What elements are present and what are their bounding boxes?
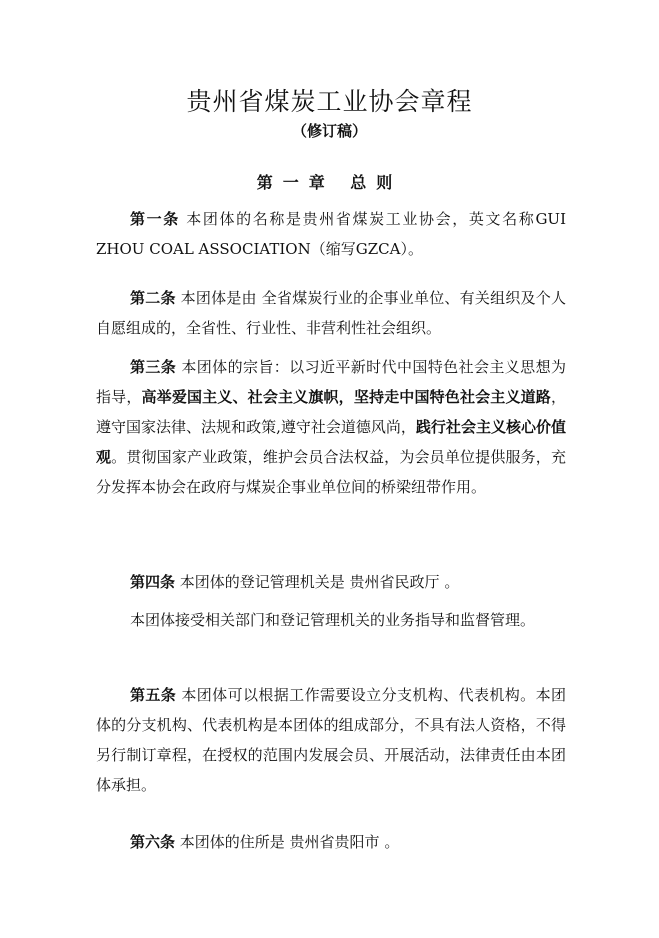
article-3 — [96, 352, 566, 502]
article-3-label: 第三条 — [130, 358, 177, 376]
article-1-text: 本团体的名称是贵州省煤炭工业协会，英文名称GUI ZHOU COAL ASSOCIATION（缩写GZCA）。 — [96, 210, 566, 258]
article-4-para2-text: 本团体接受相关部门和登记管理机关的业务指导和监督管理。 — [130, 611, 536, 629]
article-5 — [96, 680, 566, 800]
article-1 — [96, 204, 566, 264]
article-4 — [96, 567, 566, 597]
article-3-emphasis-a: 高举爱国主义、社会主义旗帜，坚持走中国特色社会主义道路 — [141, 388, 551, 406]
article-5-text: 本团体可以根据工作需要设立分支机构、代表机构。本团体的分支机构、代表机构是本团体的组成部分，不具有法人资格，不得另行制订章程，在授权的范围内发展会员、开展活动，法律责任由本团体承担。 — [96, 686, 566, 794]
chapter-heading: 第一章 总则 — [256, 173, 403, 192]
article-1-label: 第一条 — [130, 210, 180, 228]
document-subtitle: （修订稿） — [291, 122, 367, 140]
article-6-label: 第六条 — [130, 833, 176, 851]
article-5-label: 第五条 — [130, 686, 177, 704]
article-4-text: 本团体的登记管理机关是 贵州省民政厅 。 — [175, 573, 460, 591]
article-6-text: 本团体的住所是 贵州省贵阳市 。 — [175, 833, 400, 851]
article-6 — [96, 827, 566, 857]
article-2-text: 本团体是由 全省煤炭行业的企事业单位、有关组织及个人自愿组成的，全省性、行业性、非营利性社会组织。 — [96, 289, 566, 337]
article-3-emphasis-b: 践行社会主义核心价值观 — [96, 418, 566, 466]
article-3-text-a: 本团体的宗旨：以习近平新时代中国特色社会主义思想为指导， — [96, 358, 566, 406]
article-2 — [96, 283, 566, 343]
article-3-text-c: 。贯彻国家产业政策，维护会员合法权益，为会员单位提供服务，充分发挥本协会在政府与煤炭企事业单位间的桥梁纽带作用。 — [96, 448, 566, 496]
article-4-paragraph-2 — [96, 605, 566, 635]
article-4-label: 第四条 — [130, 573, 176, 591]
article-3-text-b: ，遵守国家法律、法规和政策,遵守社会道德风尚， — [96, 388, 566, 436]
article-2-label: 第二条 — [130, 289, 176, 307]
document-title: 贵州省煤炭工业协会章程 — [186, 87, 473, 116]
